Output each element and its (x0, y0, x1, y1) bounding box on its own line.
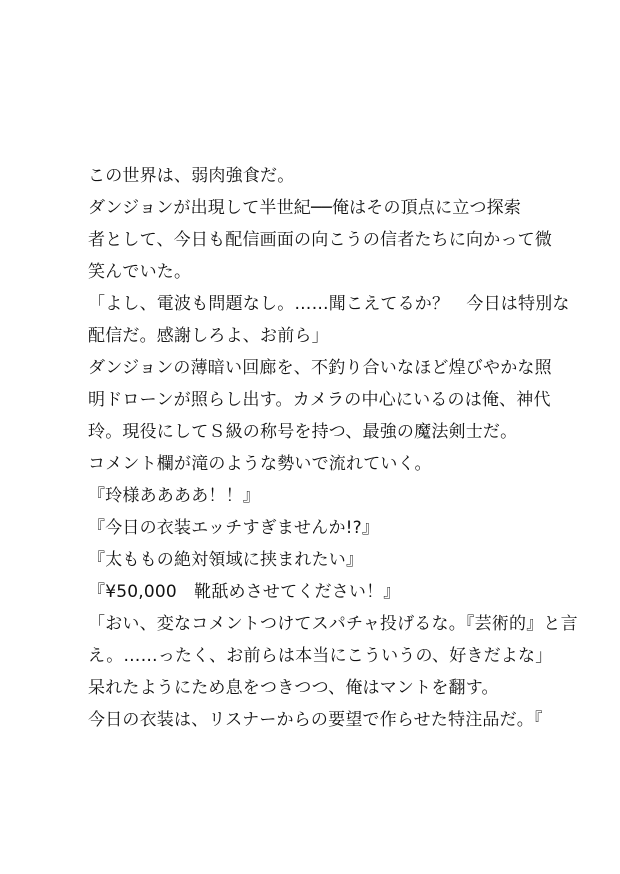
text-line: ダンジョンが出現して半世紀──俺はその頂点に立つ探索 (88, 198, 522, 218)
text-line: 『玲様ああああ！！』 (88, 486, 260, 506)
text-line: 『太ももの絶対領域に挟まれたい』 (88, 550, 364, 570)
text-line: この世界は、弱肉強食だ。 (88, 166, 295, 186)
text-line: 配信だ。感謝しろよ、お前ら」 (88, 326, 329, 346)
text-line: 呆れたようにため息をつきつつ、俺はマントを翻す。 (88, 678, 499, 698)
text-line: 笑んでいた。 (88, 262, 192, 282)
body-text (88, 160, 578, 736)
text-line: 『今日の衣装エッチすぎませんか!?』 (88, 518, 380, 538)
text-line: ダンジョンの薄暗い回廊を、不釣り合いなほど煌びやかな照 (88, 358, 552, 378)
text-line: え。……ったく、お前らは本当にこういうの、好きだよな」 (88, 646, 553, 666)
text-line: 玲。現役にしてＳ級の称号を持つ、最強の魔法剣士だ。 (88, 422, 518, 442)
text-line: 今日の衣装は、リスナーからの要望で作らせた特注品だ。『 (88, 710, 543, 730)
text-line: コメント欄が滝のような勢いで流れていく。 (88, 454, 432, 474)
text-line: 『¥50,000 靴舐めさせてください！』 (88, 582, 401, 602)
text-line: 者として、今日も配信画面の向こうの信者たちに向かって微 (88, 230, 553, 250)
text-line: 「よし、電波も問題なし。……聞こえてるか？ 今日は特別な (88, 294, 570, 314)
text-line: 「おい、変なコメントつけてスパチャ投げるな。『芸術的』と言 (88, 614, 578, 634)
text-line: 明ドローンが照らし出す。カメラの中心にいるのは俺、神代 (88, 390, 551, 410)
